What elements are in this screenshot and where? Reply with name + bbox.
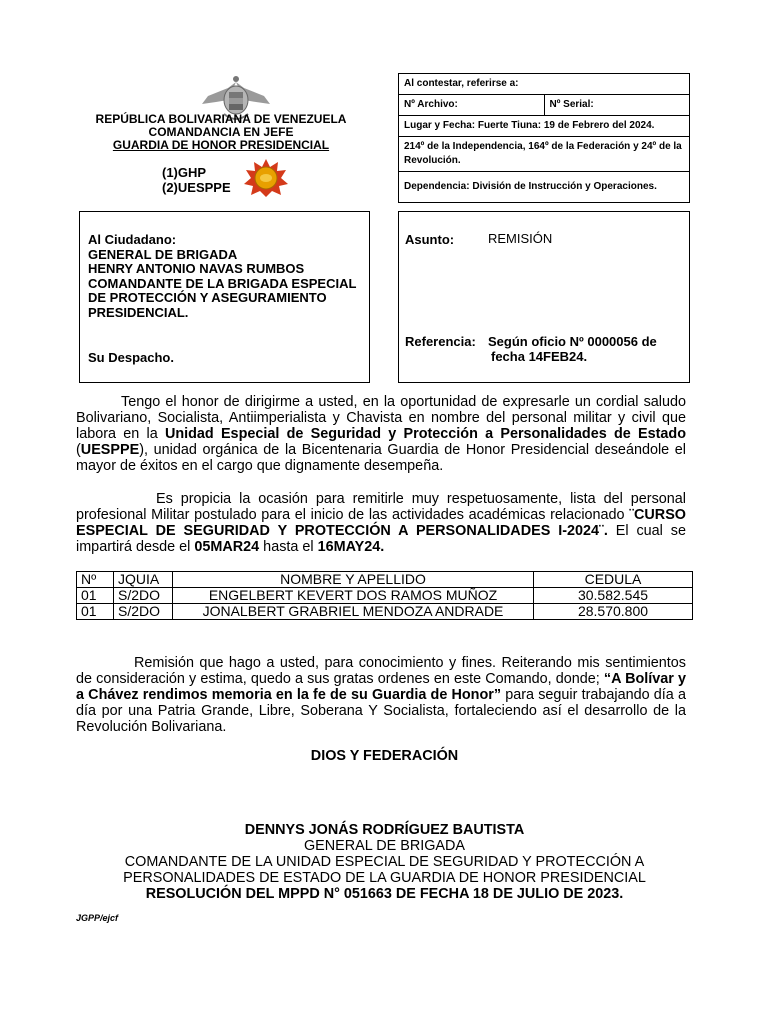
col-name: NOMBRE Y APELLIDO (173, 572, 534, 588)
signer-resolution: RESOLUCIÓN DEL MPPD N° 051663 DE FECHA 18 DE JULIO DE 2023. (145, 886, 624, 902)
reference-label: Referencia: (405, 334, 476, 349)
addressee-box (79, 211, 370, 383)
unit-code-uesppe: (2)UESPPE (162, 180, 231, 195)
header-command: COMANDANCIA EN JEFE (148, 125, 294, 139)
reply-label: Al contestar, referirse a: (399, 74, 689, 95)
archive-number-label: Nº Archivo: (399, 95, 545, 115)
dependency: Dependencia: División de Instrucción y Operaciones. (404, 181, 657, 192)
personnel-table (76, 571, 693, 620)
col-id: CEDULA (534, 572, 693, 588)
paragraph-closing: Remisión que hago a usted, para conocimiento y fines. Reiterando mis sentimientos de consideración y estima, quedo a sus gratas ordenes en este Comando, donde; “A Bolívar y a Chávez rendimos memoria en la fe de su Guardia de Honor” para seguir trabajando día a día por una Patria Grande, Libre, Soberana Y Socialista, fortaleciendo así el desarrollo de la Revolución Bolivariana. (76, 655, 686, 735)
table-header-row (77, 572, 693, 588)
addressee-greeting: Al Ciudadano: (88, 232, 177, 247)
addressee-closing: Su Despacho. (88, 350, 174, 365)
serial-number-label: Nº Serial: (549, 99, 594, 110)
unit-code-ghp: (1)GHP (162, 165, 207, 180)
signer-title-1: COMANDANTE DE LA UNIDAD ESPECIAL DE SEGURIDAD Y PROTECCIÓN A (124, 854, 645, 870)
table-row: 01 S/2DO JONALBERT GRABRIEL MENDOZA ANDRADE 28.570.800 (77, 604, 693, 620)
motto: DIOS Y FEDERACIÓN (310, 748, 459, 764)
col-number: Nº (77, 572, 114, 588)
reference-date: fecha 14FEB24. (491, 348, 588, 364)
reference-value: Según oficio Nº 0000056 de (488, 334, 657, 349)
place-date: Lugar y Fecha: Fuerte Tiuna: 19 de Febrero del 2024. (399, 116, 689, 137)
paragraph-greeting: Tengo el honor de dirigirme a usted, en la oportunidad de expresarle un cordial saludo Bolivariano, Socialista, Antiimperialista y Chavista en nombre del personal militar y civil que labora en la Unidad Especial de Seguridad y Protección a Personalidades de Estado (UESPPE), unidad orgánica de la Bicentenaria Guardia de Honor Presidencial deseándole el mayor de éxitos en el cargo que dignamente desempeña. (76, 394, 686, 474)
subject-label: Asunto: (405, 232, 455, 247)
reference-box (398, 73, 690, 203)
addressee-position: COMANDANTE DE LA BRIGADA ESPECIAL DE PROTECCIÓN Y ASEGURAMIENTO PRESIDENCIAL. (88, 275, 357, 320)
signer-rank: GENERAL DE BRIGADA (303, 838, 465, 854)
header-republic: REPÚBLICA BOLIVARIANA DE VENEZUELA (95, 112, 347, 126)
table-row: 01 S/2DO ENGELBERT KEVERT DOS RAMOS MUÑOZ 30.582.545 (77, 588, 693, 604)
initials: JGPP/ejcf (76, 913, 119, 923)
header-guard: GUARDIA DE HONOR PRESIDENCIAL (112, 138, 330, 152)
addressee-name: HENRY ANTONIO NAVAS RUMBOS (88, 261, 305, 277)
addressee-rank: GENERAL DE BRIGADA (88, 246, 238, 262)
subject-box (398, 211, 690, 383)
col-rank: JQUIA (114, 572, 173, 588)
paragraph-course: Es propicia la ocasión para remitirle muy respetuosamente, lista del personal profesional Militar postulado para el inicio de las actividades académicas relacionado ¨CURSO ESPECIAL DE SEGURIDAD Y PROTECCIÓN A PERSONALIDADES I-2024¨. El cual se impartirá desde el 05MAR24 hasta el 16MAY24. (76, 491, 686, 555)
signer-title-2: PERSONALIDADES DE ESTADO DE LA GUARDIA DE HONOR PRESIDENCIAL (123, 870, 646, 886)
era-line: 214º de la Independencia, 164º de la Federación y 24º de la Revolución. (399, 137, 689, 172)
subject-value: REMISIÓN (488, 231, 553, 246)
gold-seal-icon (243, 158, 289, 198)
signer-name: DENNYS JONÁS RODRÍGUEZ BAUTISTA (244, 822, 525, 838)
